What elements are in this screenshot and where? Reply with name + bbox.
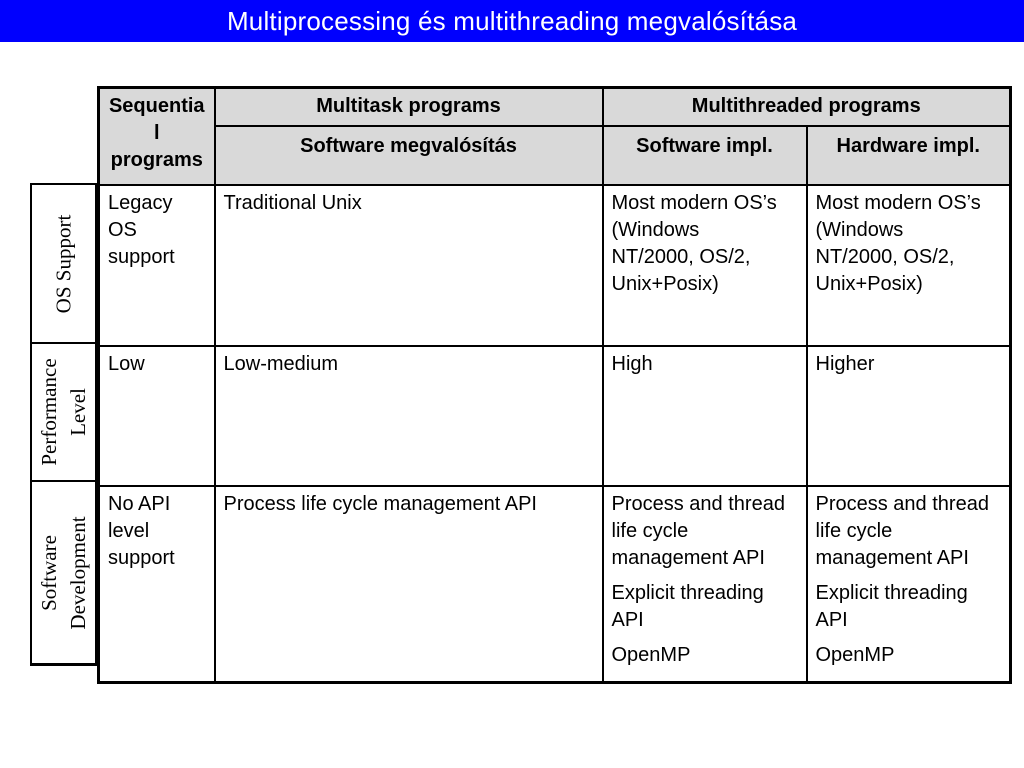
table-row-label <box>31 481 96 665</box>
row-label-cell-performance-level <box>31 343 96 481</box>
column-header-multitask-programs: Multitask programs <box>215 88 603 126</box>
table-row-software-development <box>99 486 1011 683</box>
comparison-table <box>97 86 1012 684</box>
cell-paragraph: OpenMP <box>815 643 895 666</box>
cell-swdev-multitask: Process life cycle management API <box>215 486 603 683</box>
slide-title: Multiprocessing és multithreading megvalósítása <box>226 6 798 36</box>
row-label-os-support: OS Support <box>51 214 75 313</box>
column-header-multithreaded-programs: Multithreaded programs <box>603 88 1011 126</box>
cell-performance-multitask: Low-medium <box>215 346 603 486</box>
column-header-sequential-programs: Sequential programs <box>99 88 215 185</box>
column-subheader-hardware-impl: Hardware impl. <box>807 126 1011 185</box>
cell-os-multitask: Traditional Unix <box>215 185 603 346</box>
row-label-cell-software-development <box>31 481 96 665</box>
table-row-label <box>31 343 96 481</box>
row-label-column <box>30 183 97 666</box>
cell-paragraph: OpenMP <box>611 643 691 666</box>
row-label-cell-os-support <box>31 184 96 343</box>
header-row-implementations <box>99 126 1011 185</box>
row-label-software-development: Software Development <box>36 515 90 630</box>
table-row-label <box>31 184 96 343</box>
cell-paragraph: Process and thread life cycle management API <box>611 492 785 569</box>
column-subheader-software-impl: Software impl. <box>603 126 807 185</box>
cell-swdev-sequential: No API level support <box>99 486 215 683</box>
cell-os-multithreaded-hardware: Most modern OS’s (Windows NT/2000, OS/2, Unix+Posix) <box>807 185 1011 346</box>
cell-os-multithreaded-software: Most modern OS’s (Windows NT/2000, OS/2, Unix+Posix) <box>603 185 807 346</box>
table-row-os-support <box>99 185 1011 346</box>
title-bar <box>0 0 1024 42</box>
cell-paragraph: Explicit threading API <box>611 581 764 631</box>
cell-performance-multithreaded-hardware: Higher <box>807 346 1011 486</box>
cell-paragraph: Process and thread life cycle management API <box>815 492 989 569</box>
header-row-groups <box>99 88 1011 126</box>
cell-swdev-multithreaded-software <box>603 486 807 683</box>
cell-paragraph: Explicit threading API <box>815 581 968 631</box>
table-row-performance-level <box>99 346 1011 486</box>
cell-performance-sequential: Low <box>99 346 215 486</box>
row-label-performance-level: Performance Level <box>36 358 90 466</box>
cell-performance-multithreaded-software: High <box>603 346 807 486</box>
cell-swdev-multithreaded-hardware <box>807 486 1011 683</box>
cell-os-sequential: Legacy OS support <box>99 185 215 346</box>
column-subheader-software-megvalositas: Software megvalósítás <box>215 126 603 185</box>
